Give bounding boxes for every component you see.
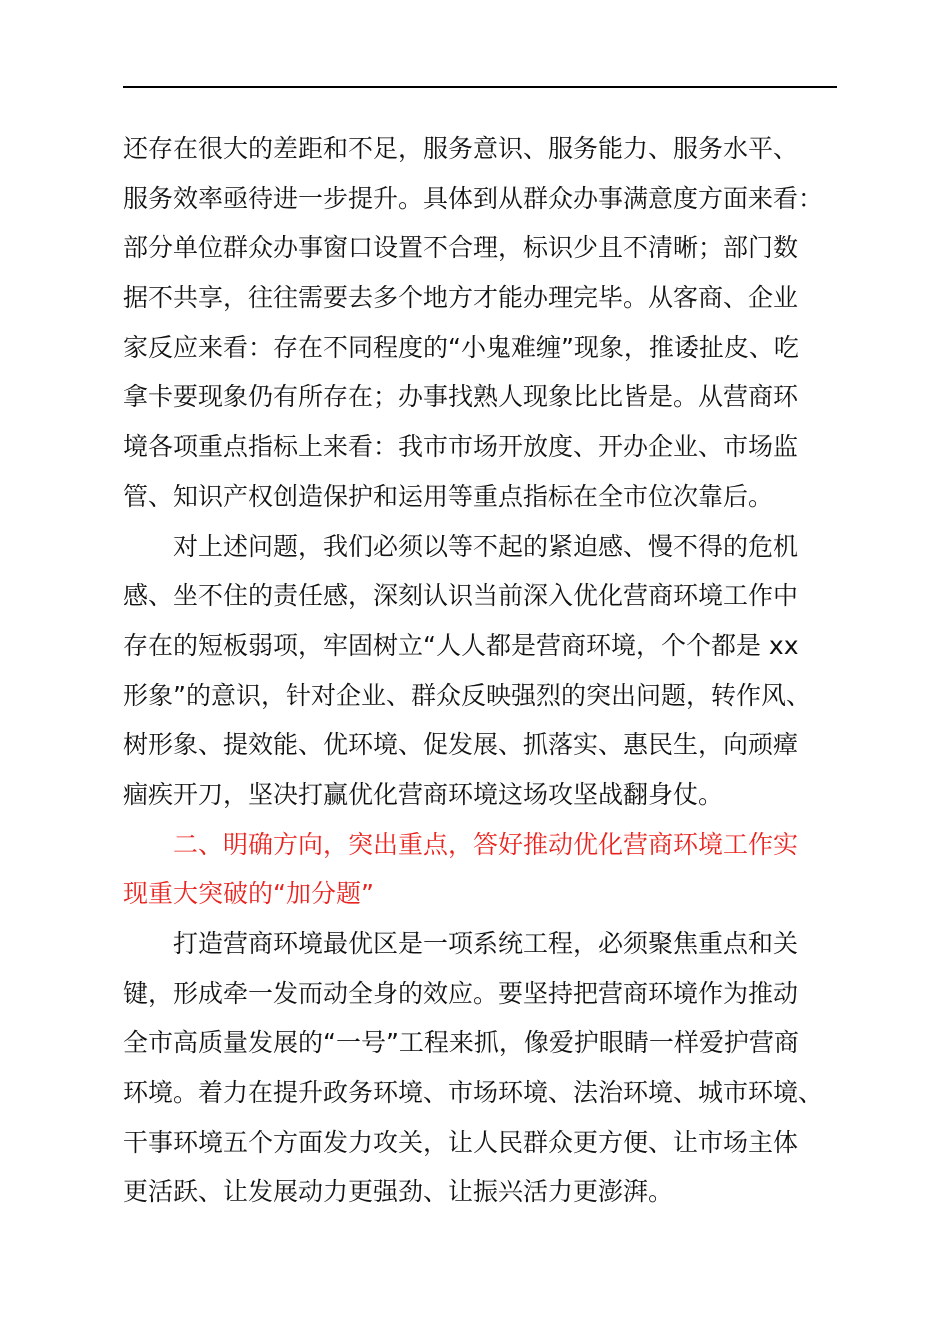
text-line: 打造营商环境最优区是一项系统工程，必须聚焦重点和关	[173, 929, 799, 958]
text-line: 部分单位群众办事窗口设置不合理，标识少且不清晰；部门数	[123, 233, 799, 263]
heading-line: 现重大突破的“加分题”	[123, 879, 374, 909]
section-heading	[123, 820, 837, 919]
text-line: 全市高质量发展的“一号”工程来抓，像爱护眼睛一样爱护营商	[123, 1028, 799, 1058]
text-line: 存在的短板弱项，牢固树立“人人都是营商环境，个个都是 xx	[123, 630, 799, 660]
text-line: 干事环境五个方面发力攻关，让人民群众更方便、让市场主体	[123, 1127, 799, 1157]
text-line: 树形象、提效能、优环境、促发展、抓落实、惠民生，向顽瘴	[123, 730, 799, 760]
heading-line: 二、明确方向，突出重点，答好推动优化营商环境工作实	[173, 829, 799, 859]
text-line: 家反应来看：存在不同程度的“小鬼难缠”现象，推诿扯皮、吃	[123, 332, 799, 362]
text-line: 还存在很大的差距和不足，服务意识、服务能力、服务水平、	[123, 134, 799, 163]
text-line: 键，形成牵一发而动全身的效应。要坚持把营商环境作为推动	[123, 978, 799, 1008]
paragraph	[123, 124, 837, 522]
document-body	[123, 124, 837, 1217]
text-line: 拿卡要现象仍有所存在；办事找熟人现象比比皆是。从营商环	[123, 382, 799, 412]
paragraph	[123, 522, 837, 820]
paragraph	[123, 919, 837, 1217]
text-line: 感、坐不住的责任感，深刻认识当前深入优化营商环境工作中	[123, 581, 799, 611]
text-line: 环境。着力在提升政务环境、市场环境、法治环境、城市环境、	[123, 1078, 824, 1108]
text-line: 痼疾开刀，坚决打赢优化营商环境这场攻坚战翻身仗。	[123, 779, 724, 809]
text-line: 境各项重点指标上来看：我市市场开放度、开办企业、市场监	[123, 432, 799, 462]
text-line: 形象”的意识，针对企业、群众反映强烈的突出问题，转作风、	[123, 680, 811, 710]
text-line: 据不共享，往往需要去多个地方才能办理完毕。从客商、企业	[123, 283, 799, 313]
header-rule	[123, 86, 837, 88]
text-line: 对上述问题，我们必须以等不起的紧迫感、慢不得的危机	[173, 531, 799, 561]
text-line: 更活跃、让发展动力更强劲、让振兴活力更澎湃。	[123, 1177, 674, 1207]
text-line: 管、知识产权创造保护和运用等重点指标在全市位次靠后。	[123, 481, 774, 511]
text-line: 服务效率亟待进一步提升。具体到从群众办事满意度方面来看：	[123, 183, 824, 213]
